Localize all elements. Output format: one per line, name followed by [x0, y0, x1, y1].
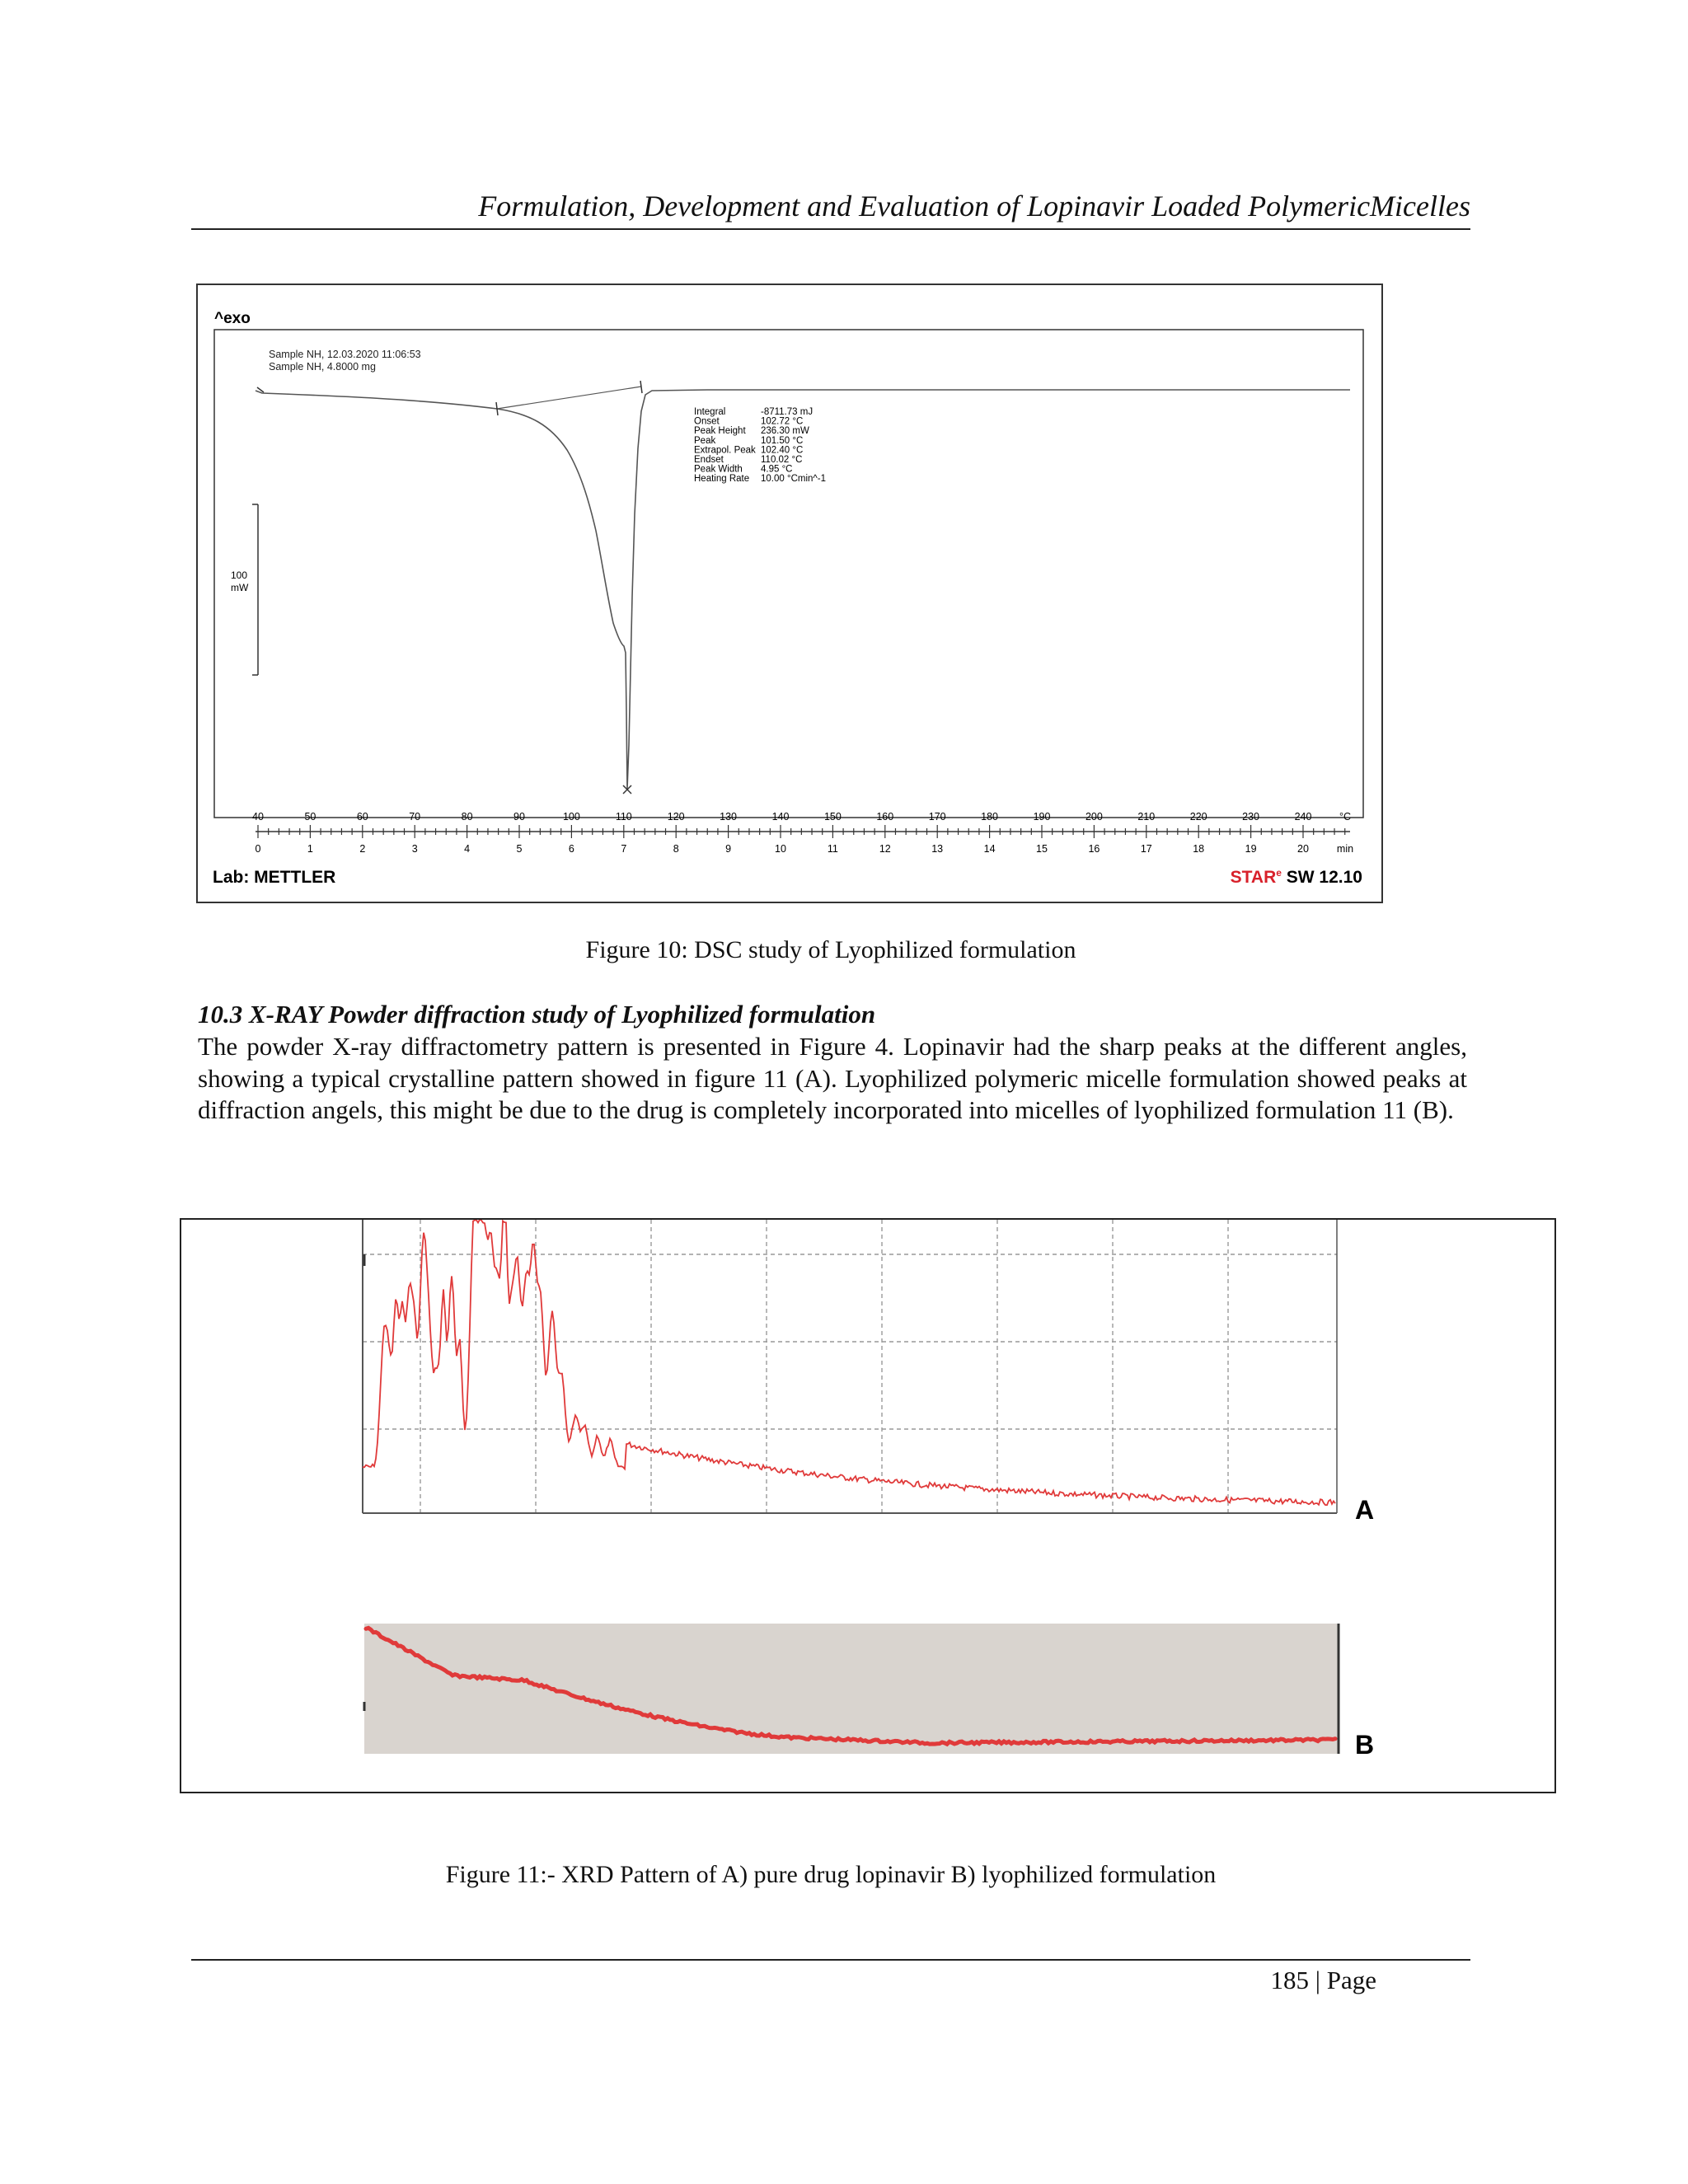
dsc-lab-label: Lab: METTLER — [213, 868, 336, 887]
header-rule — [191, 228, 1470, 230]
dsc-scale-value: 100 — [231, 569, 248, 581]
section-title: 10.3 X-RAY Powder diffraction study of Lyophilized formulation — [198, 1000, 876, 1029]
dsc-temp-tick-label: 140 — [771, 811, 790, 823]
dsc-result-value: 10.00 °Cmin^-1 — [761, 474, 827, 485]
dsc-time-tick-label: 14 — [983, 843, 996, 855]
dsc-time-tick-label: 6 — [568, 843, 574, 855]
page-number: 185 | Page — [1270, 1966, 1376, 1994]
dsc-thermogram — [196, 284, 1383, 903]
dsc-time-tick-label: 10 — [775, 843, 786, 855]
xrd-figure — [180, 1218, 1556, 1793]
section-paragraph: The powder X-ray diffractometry pattern is presented in Figure 4. Lopinavir had the sharp peaks at the different angles, showing a typical crystalline pattern showed in figure 11 (A). Lyophilized polymeric micelle formulation showed peaks at diffraction angels, this might be due to the drug is completely incorporated into micelles of lyophilized formulation 11 (B). — [198, 1032, 1467, 1124]
dsc-time-tick-label: 18 — [1193, 843, 1205, 855]
dsc-temp-tick-label: 70 — [409, 811, 421, 823]
dsc-result-label: Endset — [694, 455, 724, 465]
dsc-time-tick-label: 2 — [359, 843, 366, 855]
dsc-sample-line-2: Sample NH, 4.8000 mg — [269, 361, 376, 373]
dsc-temp-tick-label: 110 — [615, 811, 632, 823]
dsc-time-tick-label: 0 — [255, 843, 261, 855]
dsc-time-tick-label: 11 — [827, 843, 838, 855]
label-a: A — [1355, 1495, 1375, 1525]
xrd-a-grid — [363, 1220, 1337, 1513]
dsc-time-tick-label: 4 — [464, 843, 471, 855]
dsc-time-tick-label: 13 — [931, 843, 944, 855]
dsc-result-label: Onset — [694, 416, 720, 427]
software-star: STAR — [1230, 868, 1277, 887]
dsc-temp-tick-label: 210 — [1137, 811, 1156, 823]
label-b: B — [1355, 1730, 1375, 1760]
dsc-result-label: Peak Height — [694, 426, 746, 437]
dsc-time-tick-label: 3 — [411, 843, 418, 855]
dsc-time-unit: min — [1336, 843, 1354, 855]
dsc-temp-tick-label: 170 — [928, 811, 946, 823]
dsc-figure — [196, 284, 1383, 903]
dsc-temp-tick-label: 240 — [1294, 811, 1312, 823]
dsc-time-tick-label: 17 — [1140, 843, 1152, 855]
dsc-plot-area — [214, 330, 1363, 818]
dsc-result-value: 102.40 °C — [761, 445, 804, 456]
dsc-time-tick-label: 8 — [673, 843, 679, 855]
dsc-temp-tick-label: 120 — [667, 811, 685, 823]
dsc-time-tick-label: 5 — [516, 843, 523, 855]
dsc-time-tick-label: 12 — [879, 843, 891, 855]
dsc-temp-tick-label: 80 — [461, 811, 473, 823]
dsc-time-tick-label: 19 — [1245, 843, 1257, 855]
dsc-time-tick-label: 7 — [621, 843, 627, 855]
dsc-result-label: Peak — [694, 435, 716, 446]
dsc-temp-tick-label: 50 — [304, 811, 316, 823]
dsc-result-value: 236.30 mW — [761, 426, 809, 437]
dsc-sample-line-1: Sample NH, 12.03.2020 11:06:53 — [269, 349, 421, 360]
dsc-temp-tick-label: 190 — [1033, 811, 1051, 823]
dsc-result-value: 101.50 °C — [761, 435, 804, 446]
dsc-result-value: 110.02 °C — [761, 455, 803, 465]
dsc-temp-tick-label: 40 — [252, 811, 264, 823]
dsc-time-tick-label: 20 — [1297, 843, 1309, 855]
dsc-result-label: Heating Rate — [694, 474, 750, 485]
software-version: SW 12.10 — [1281, 868, 1362, 887]
dsc-temp-tick-label: 230 — [1242, 811, 1260, 823]
xrd-pattern-b — [364, 1624, 1339, 1754]
xrd-a-trace — [363, 1220, 1335, 1505]
dsc-temp-tick-label: 100 — [562, 811, 580, 823]
dsc-result-value: 4.95 °C — [761, 464, 793, 475]
dsc-result-label: Integral — [694, 407, 726, 417]
dsc-result-value: -8711.73 mJ — [761, 407, 814, 417]
figure-10-caption: Figure 10: DSC study of Lyophilized formulation — [585, 936, 1076, 963]
dsc-temp-tick-label: 220 — [1189, 811, 1207, 823]
dsc-temp-tick-label: 90 — [513, 811, 525, 823]
footer-rule — [191, 1959, 1470, 1961]
dsc-time-tick-label: 9 — [725, 843, 732, 855]
dsc-exo-label: ^exo — [214, 310, 251, 327]
dsc-result-label: Peak Width — [694, 464, 743, 475]
dsc-temp-tick-label: 130 — [720, 811, 738, 823]
dsc-temp-tick-label: 60 — [356, 811, 368, 823]
dsc-temp-tick-label: 180 — [981, 811, 999, 823]
dsc-software-label — [1231, 867, 1362, 887]
dsc-temp-tick-label: 160 — [876, 811, 894, 823]
software-e: e — [1276, 867, 1282, 879]
xrd-b-photo — [364, 1624, 1339, 1754]
xrd-patterns — [181, 1220, 1554, 1792]
xrd-pattern-a — [363, 1220, 1337, 1513]
figure-11-caption: Figure 11:- XRD Pattern of A) pure drug lopinavir B) lyophilized formulation — [445, 1861, 1217, 1888]
dsc-time-tick-label: 1 — [307, 843, 313, 855]
dsc-time-tick-label: 15 — [1036, 843, 1048, 855]
running-header: Formulation, Development and Evaluation of Lopinavir Loaded PolymericMicelles — [478, 190, 1470, 223]
dsc-temp-tick-label: 200 — [1085, 811, 1103, 823]
dsc-scale-unit: mW — [231, 582, 249, 593]
dsc-result-label: Extrapol. Peak — [694, 445, 756, 456]
dsc-temp-tick-label: 150 — [823, 811, 842, 823]
dsc-temp-unit: °C — [1339, 811, 1352, 823]
dsc-time-tick-label: 16 — [1088, 843, 1100, 855]
dsc-result-value: 102.72 °C — [761, 416, 804, 427]
